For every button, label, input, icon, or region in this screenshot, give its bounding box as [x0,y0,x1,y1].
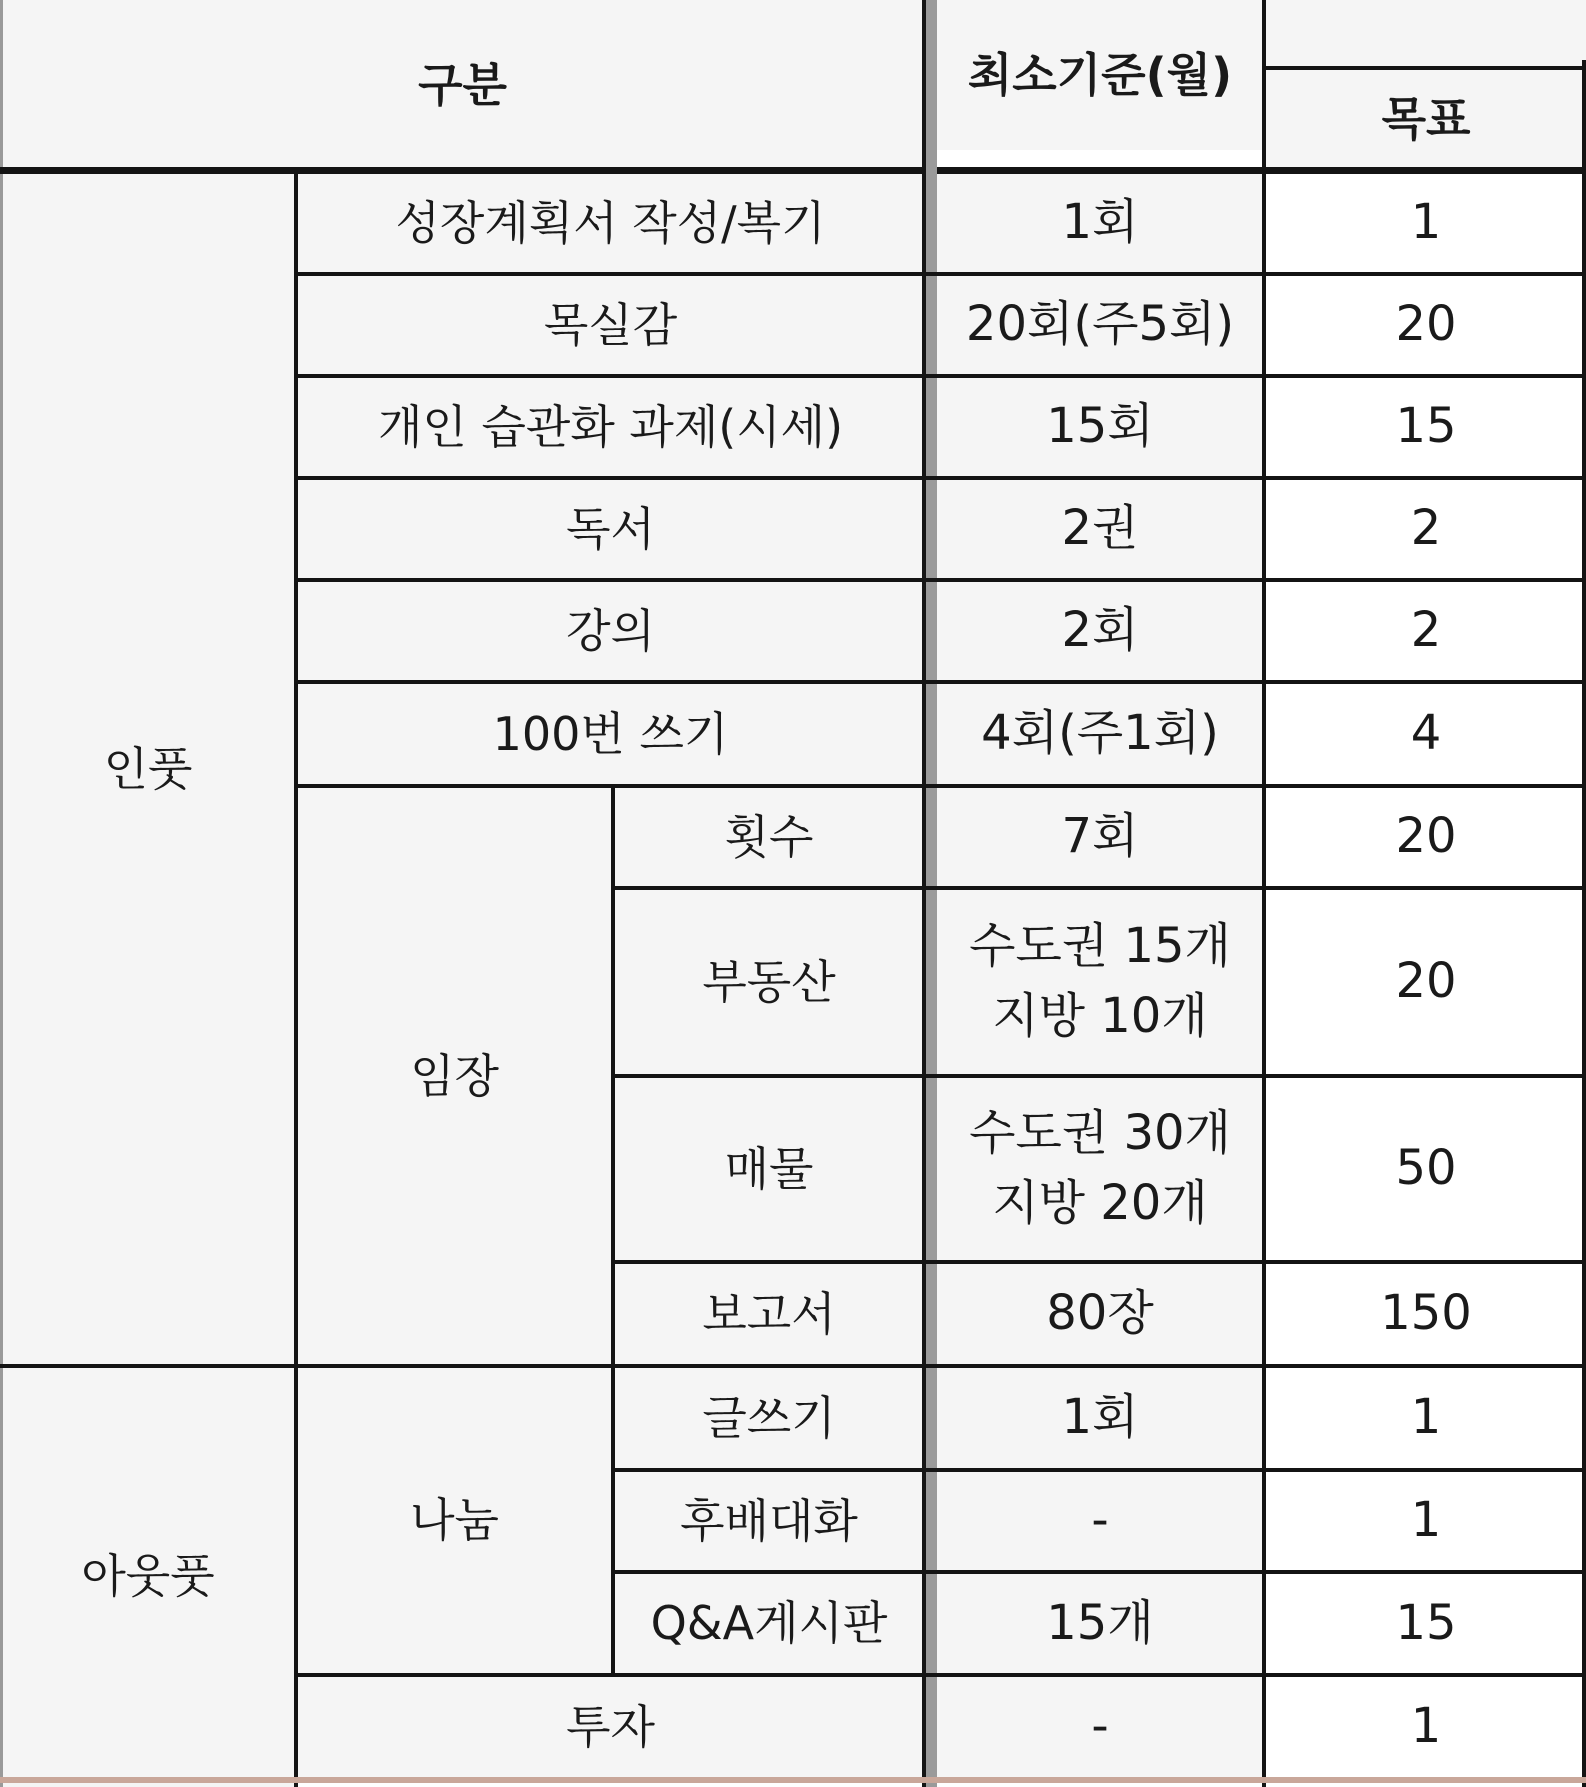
min-habit-task: 15회 [937,376,1263,478]
item-real-estate: 부동산 [613,888,925,1076]
item-lecture: 강의 [296,580,925,682]
item-habit-task: 개인 습관화 과제(시세) [296,376,925,478]
min-mok-sil-gam: 20회(주5회) [937,274,1263,376]
item-growth-plan: 성장계획서 작성/복기 [296,172,925,274]
target-investment: 1 [1266,1675,1586,1779]
min-100-writing: 4회(주1회) [937,682,1263,786]
bottom-rule [0,1777,1586,1783]
grid-line [1262,0,1266,1787]
min-listings-line2: 지방 20개 [992,1175,1208,1231]
grid-line [0,0,3,1787]
grid-line [1582,60,1586,1787]
min-real-estate [937,888,1263,1076]
target-writing: 1 [1266,1366,1586,1470]
grid-line [296,680,1586,684]
min-real-estate-line1: 수도권 15개 [969,918,1231,975]
grid-line [613,886,1586,890]
column-separator [925,0,937,1787]
grid-line [922,0,926,1787]
min-reading: 2권 [937,478,1263,580]
header-target: 목표 [1266,68,1586,170]
target-habit-task: 15 [1266,376,1586,478]
header-target-cap [1266,0,1586,68]
item-report: 보고서 [613,1262,925,1366]
target-junior-talk: 1 [1266,1470,1586,1572]
item-investment: 투자 [296,1675,925,1779]
header-min-standard: 최소기준(월) [937,0,1263,150]
grid-line [296,1673,1586,1677]
item-visit-count: 횟수 [613,786,925,888]
target-reading: 2 [1266,478,1586,580]
min-lecture: 2회 [937,580,1263,682]
item-writing: 글쓰기 [613,1366,925,1470]
min-report: 80장 [937,1262,1263,1366]
header-rule [937,167,1586,174]
item-junior-talk: 후배대화 [613,1470,925,1572]
min-growth-plan: 1회 [937,172,1263,274]
header-rule [0,167,926,174]
min-writing: 1회 [937,1366,1263,1470]
grid-line [613,1074,1586,1078]
target-report: 150 [1266,1262,1586,1366]
grid-line [294,172,298,1787]
item-mok-sil-gam: 목실감 [296,274,925,376]
grid-line [1266,66,1586,70]
grid-line [296,374,1586,378]
grid-line [296,784,1586,788]
target-lecture: 2 [1266,580,1586,682]
min-junior-talk: - [937,1470,1263,1572]
item-100-writing: 100번 쓰기 [296,682,925,786]
target-growth-plan: 1 [1266,172,1586,274]
group-sharing: 나눔 [296,1366,613,1675]
min-qa-board: 15개 [937,1572,1263,1675]
grid-line [0,1364,1586,1368]
item-listings: 매물 [613,1076,925,1262]
target-mok-sil-gam: 20 [1266,274,1586,376]
target-100-writing: 4 [1266,682,1586,786]
grid-line [296,476,1586,480]
header-category: 구분 [0,0,925,170]
grid-line [296,578,1586,582]
group-imjang: 임장 [296,786,613,1366]
group-input: 인풋 [0,172,296,1366]
grid-line [611,786,615,1675]
grid-line [613,1570,1586,1574]
min-visit-count: 7회 [937,786,1263,888]
min-listings-line1: 수도권 30개 [969,1105,1231,1162]
min-listings [937,1076,1263,1262]
min-real-estate-line2: 지방 10개 [992,988,1208,1044]
group-output: 아웃풋 [0,1366,296,1787]
grid-line [296,272,1586,276]
min-investment: - [937,1675,1263,1779]
item-qa-board: Q&A게시판 [613,1572,925,1675]
grid-line [613,1260,1586,1264]
target-qa-board: 15 [1266,1572,1586,1675]
target-visit-count: 20 [1266,786,1586,888]
target-listings: 50 [1266,1076,1586,1262]
target-real-estate: 20 [1266,888,1586,1076]
grid-line [613,1468,1586,1472]
item-reading: 독서 [296,478,925,580]
